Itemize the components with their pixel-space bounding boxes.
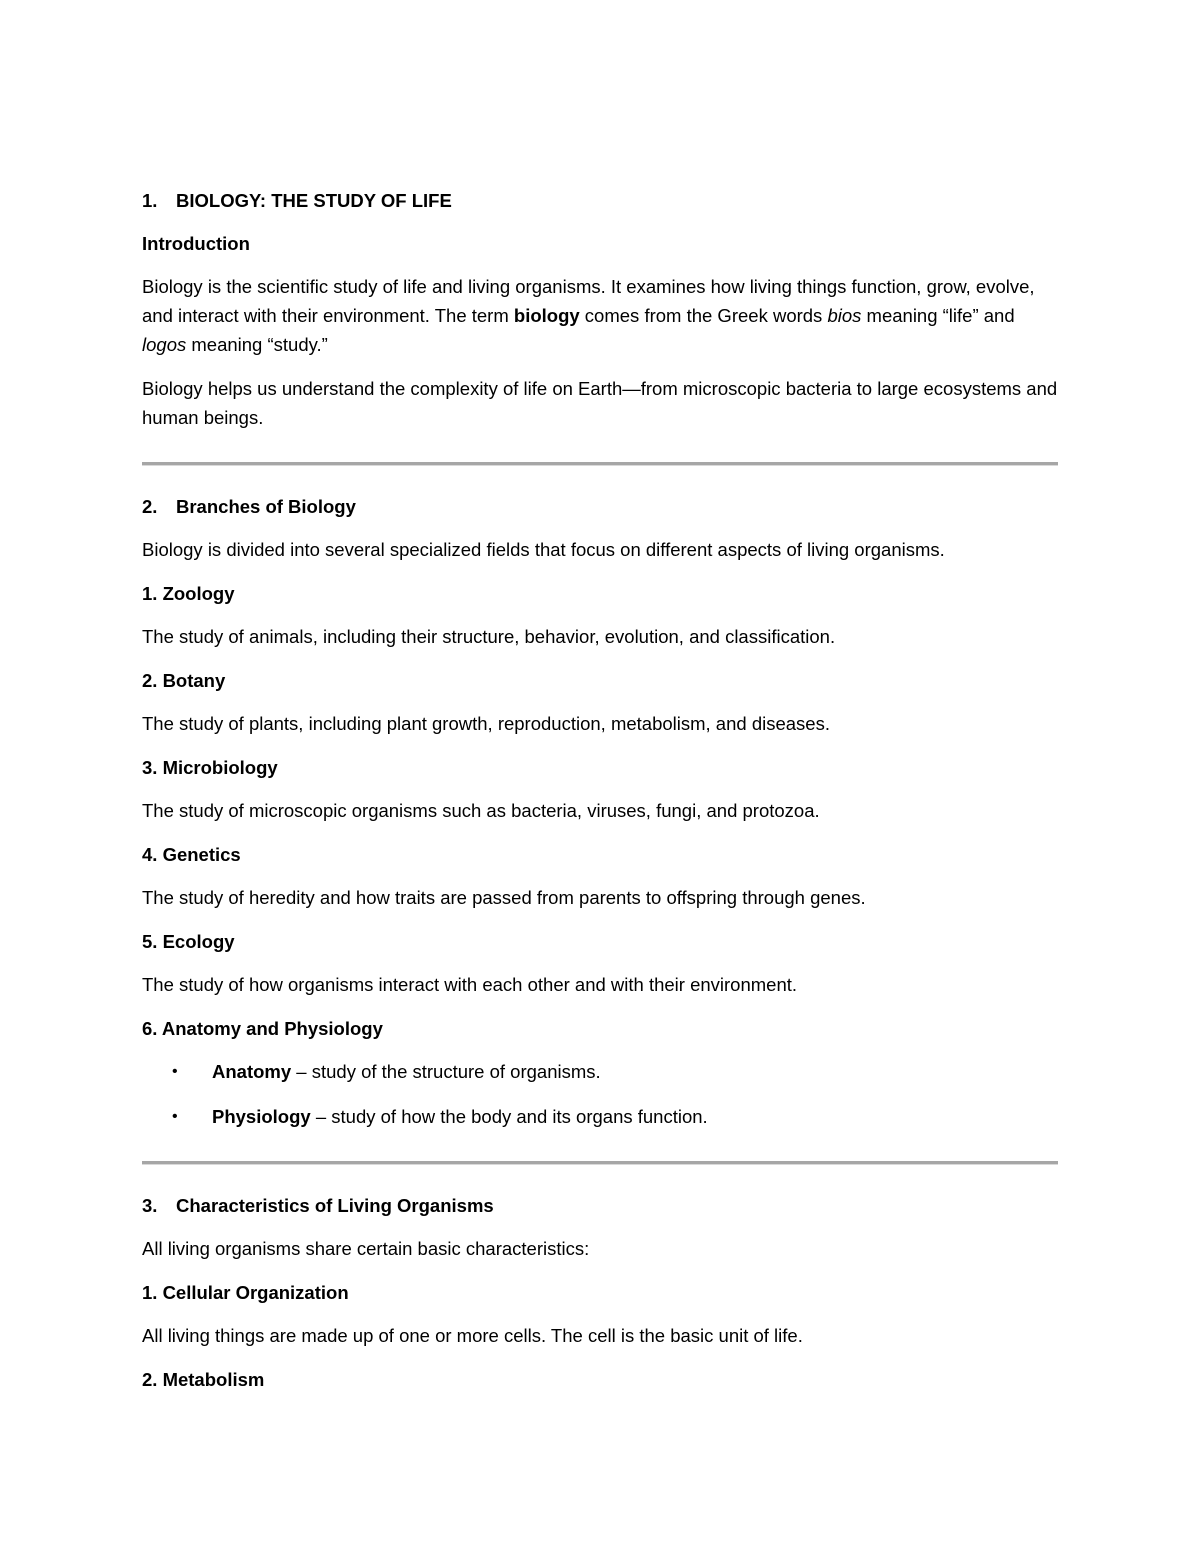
branch-heading-microbiology: 3. Microbiology [142, 757, 278, 778]
intro-text-2: comes from the Greek words [579, 305, 828, 326]
bullet-icon: • [172, 1063, 178, 1080]
branch-heading-botany: 2. Botany [142, 670, 226, 691]
section-1-heading [142, 186, 1058, 215]
characteristic-heading-metabolism: 2. Metabolism [142, 1369, 265, 1390]
branch-heading-genetics: 4. Genetics [142, 844, 241, 865]
list-item [142, 1057, 1058, 1086]
section-1-number: 1. [142, 190, 158, 211]
branch-text-genetics: The study of heredity and how traits are passed from parents to offspring through genes. [142, 887, 866, 908]
section-1-title: BIOLOGY: THE STUDY OF LIFE [176, 190, 452, 211]
introduction-heading: Introduction [142, 233, 250, 254]
intro-bold-term: biology [513, 305, 580, 326]
characteristic-text-cellular: All living things are made up of one or more cells. The cell is the basic unit of life. [142, 1325, 803, 1346]
section-3-number: 3. [142, 1195, 158, 1216]
branch-heading-anatomy-physiology: 6. Anatomy and Physiology [142, 1018, 383, 1039]
branch-text-botany: The study of plants, including plant growth, reproduction, metabolism, and diseases. [142, 713, 830, 734]
list-item [142, 1102, 1058, 1131]
branch-text-zoology: The study of animals, including their structure, behavior, evolution, and classification. [142, 626, 836, 647]
horizontal-rule-1 [142, 462, 1058, 466]
horizontal-rule-2 [142, 1161, 1058, 1165]
characteristics-intro-paragraph: All living organisms share certain basic characteristics: [142, 1238, 590, 1259]
biology-helps-paragraph: Biology helps us understand the complexity of life on Earth—from microscopic bacteria to large ecosystems and human beings. [142, 378, 1058, 428]
intro-text-4: meaning “study.” [186, 334, 328, 355]
bullet-text-physiology [212, 1102, 708, 1131]
intro-text-1: Biology is the scientific study of life and living organisms. It examines how living things function, grow, evolve, and interact with their environment. The term [142, 276, 1035, 326]
bullet-term-physiology: Physiology [212, 1106, 311, 1127]
characteristic-heading-cellular: 1. Cellular Organization [142, 1282, 349, 1303]
introduction-paragraph [142, 272, 1058, 359]
anatomy-physiology-list [142, 1057, 1058, 1131]
section-3-title: Characteristics of Living Organisms [176, 1195, 494, 1216]
bullet-icon: • [172, 1108, 178, 1125]
bullet-text-anatomy [212, 1057, 601, 1086]
intro-italic-bios: bios [827, 305, 862, 326]
intro-italic-logos: logos [142, 334, 187, 355]
section-2-heading [142, 492, 1058, 521]
document-content [142, 186, 1058, 1408]
section-2-number: 2. [142, 496, 158, 517]
section-2-title: Branches of Biology [176, 496, 356, 517]
branch-heading-zoology: 1. Zoology [142, 583, 235, 604]
intro-text-3: meaning “life” and [861, 305, 1015, 326]
branch-text-ecology: The study of how organisms interact with each other and with their environment. [142, 974, 798, 995]
bullet-desc-physiology: – study of how the body and its organs function. [310, 1106, 708, 1127]
bullet-term-anatomy: Anatomy [212, 1061, 292, 1082]
branch-text-microbiology: The study of microscopic organisms such as bacteria, viruses, fungi, and protozoa. [142, 800, 820, 821]
section-3-heading [142, 1191, 1058, 1220]
branch-heading-ecology: 5. Ecology [142, 931, 235, 952]
bullet-desc-anatomy: – study of the structure of organisms. [291, 1061, 601, 1082]
branches-intro-paragraph: Biology is divided into several specialized fields that focus on different aspects of living organisms. [142, 539, 945, 560]
